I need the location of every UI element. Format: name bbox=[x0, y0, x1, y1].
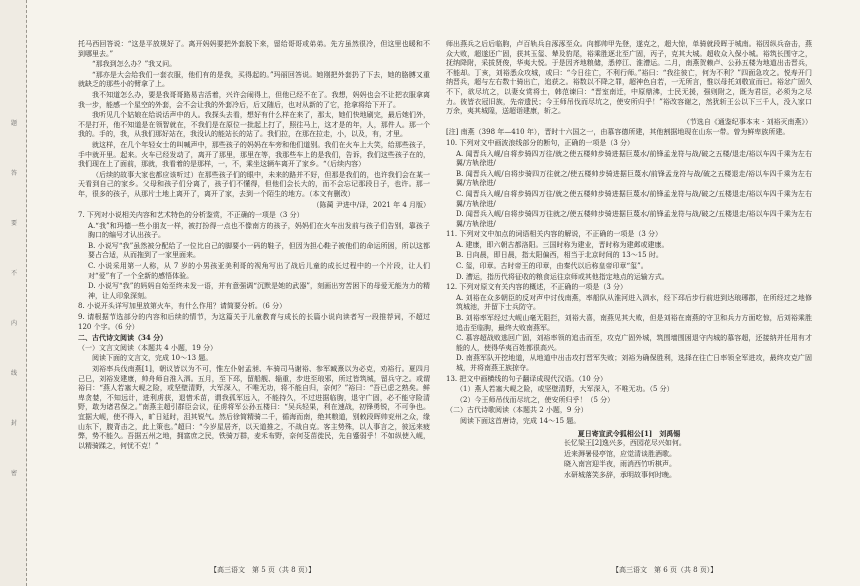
binding-label: 答 bbox=[10, 170, 17, 177]
right-column bbox=[446, 40, 812, 482]
binding-label: 题 bbox=[10, 120, 17, 127]
poem-title: 夏日寄宣武令狐相公[1] 刘禹锡 bbox=[577, 428, 681, 438]
story-paragraph: “那我到怎么办？”我又问。 bbox=[92, 60, 177, 69]
binding-label: 内 bbox=[10, 320, 17, 327]
question-11-option-a: A. 建康，即六朝古都洛阳。三国时称为建业，晋时称为建邺或建康。 bbox=[456, 240, 669, 249]
poem-line: 晓入南宫迎半夜，雨消西竹听棋声。 bbox=[564, 460, 676, 469]
story-paragraph: 托马西回答说：“这是平放规好了。离开妈妈要把外套脱下来，留给哥哥或弟弟。先方虽然很冷，但这里也暖和不到哪里去。” bbox=[78, 40, 430, 58]
question-7: 7. 下列对小说相关内容和艺术特色的分析鉴赏，不正确的一项是（3 分） bbox=[78, 211, 304, 220]
story-paragraph: “那亦是大会给我们一套衣服，他们有的是我，买得起的。”玛丽回答说。她刚把外套扔了下去，她的胳膊又重就缺乏的那些小的臂拿了上。 bbox=[78, 70, 430, 89]
binding-label: 密 bbox=[10, 470, 17, 477]
question-13-part-1: （1）燕人若塞大岘之险，或坚壁清野，大军深入，不唯无功。（5 分） bbox=[456, 385, 674, 394]
question-7-option-c: C. 小说采用第一人称，从 7 岁的小男孩亚美利哥的视角写出了战后儿童的成长过程中的一个片段，让人们对“爱”有了一个全新的感悟体验。 bbox=[88, 262, 430, 280]
question-11-option-c: C. 玺，印章。古时帝王的印章，由秦代以后称皇帝印章“玺”。 bbox=[456, 262, 648, 271]
question-12-option-c: C. 慕容超战败逃回广固，刘裕率领的追击而至，攻克广固外城，筑围墙围困退守内城的慕容超，还接纳并任用有才能的人，使得华夷百姓都很高兴。 bbox=[456, 334, 812, 352]
question-13-part-2: （2）今王师吊伐而尽坑之，使安所归乎！（5 分） bbox=[456, 395, 615, 404]
question-8: 8. 小说开头详写加里放第火车，有什么作用？请简要分析。（6 分） bbox=[78, 302, 287, 311]
question-7-option-a: A.“我”和玛德一些小朋友一样，被打扮得一点也不像南方的孩子，妈妈们在火车出发前与孩子们告别，靠孩子胸口的编号才认出孩子。 bbox=[88, 221, 430, 240]
passage-note: [注] 南燕（398 年—410 年），晋时十六国之一，由慕容德所建，其他割据地现在山东一带。曾为鲜卑族所建。 bbox=[446, 128, 790, 137]
passage-source: （节选自《通鉴纪事本末 · 刘裕灭南燕》） bbox=[682, 117, 812, 126]
binding-label: 封 bbox=[10, 420, 17, 427]
page-footer-left: 【高三语文 第 5 页（共 8 页）】 bbox=[210, 566, 316, 574]
binding-margin bbox=[0, 0, 27, 586]
story-source: （陈蔺 尹进中/译，2021 年 4 月版） bbox=[312, 200, 430, 209]
left-column bbox=[78, 40, 430, 452]
poem-line: 长忆梁王[2]逸兴多，西园花尽兴如何。 bbox=[564, 439, 686, 448]
question-12: 12. 下列对原文有关内容的概述，不正确的一项是（3 分） bbox=[446, 283, 628, 292]
poem-line: 近来溽暑侵亭馆，应觉清谈胜酒歌。 bbox=[564, 449, 676, 458]
story-paragraph: （后续的故事大家也都应该听过）在那些孩子们的眼中，未来的路并不好，但那是我们的，也许我们会在某一天看到自己的家乡。父母和孩子们分离了，孩子们不懂得，但他们会长大的，而不会忘记那段日子，也许。那一年，很多的孩子，从那片土地上离开了，离开了家，去到一个陌生的地方。（本文有删改） bbox=[78, 170, 430, 198]
question-7-option-b: B. 小说写“我”虽然被分配给了一位比自己的脚要小一码的鞋子，但因为担心鞋子被他们的命运所困，所以这都要占合适，从而拖到了一家里面来。 bbox=[88, 241, 430, 260]
question-12-option-d: D. 南燕军队开挖地道，从地道中出击攻打晋军失败；刘裕为确保胜利，选择在往亡日率领全军进攻，最终攻克广固城，并将南燕王族掠夺。 bbox=[456, 354, 812, 372]
question-11-option-b: B. 日向晨，即日晨，指太阳偏西，相当于北京时间的 13～15 时。 bbox=[456, 251, 663, 260]
question-13: 13. 把文中画横线的句子翻译成现代汉语。（10 分） bbox=[446, 374, 607, 383]
question-11-option-d: D. 漕运，指历代将征收的粮食运往京师或其他指定地点的运输方式。 bbox=[456, 272, 669, 281]
classical-passage: 刘裕率兵伐南燕[1]，朝议皆以为不可，惟左仆射孟昶、车骑司马谢裕、参军臧熹以为必克，劝裕行。夏四月己巳，刘裕发建康，帅舟师自淮入泗。五月，至下邳，留船舰、辎重，步进至琅邪，所过皆筑城，留兵守之。或谓裕曰：“燕人若塞大岘之险，或坚壁清野，大军深入，不唯无功，将不能自归，奈何？”裕曰：“吾已虑之熟矣。鲜卑贪婪，不知远计，进利虏获，退惜禾苗，谓我孤军远入，不能持久，不过进据临朐，退守广固，必不能守险清野，敢为诸君保之。”南燕主超引群臣会议，征虏将军公孙五楼曰：“吴兵轻果，利在速战，初锋勇锐，不可争也。宜据大岘，使不得入，旷日延时，沮其锐气。然后徐简精骑二千，循海而南，绝其粮道，别敕段晖帅兖州之众，缘山东下，腹背击之，此上策也。”超曰：“今岁星居齐，以天道推之，不战自克。客主势殊，以人事言之，彼远来疲弊，势不能久。吾据五州之地，拥富庶之民，铁骑万群，麦禾布野，奈何芟苗徙民，先自蹙弱乎！不如纵使入岘，以精骑蹂之，何忧不克！” bbox=[78, 365, 430, 450]
classical-passage-cont: 师出燕兵之后后临朐，卢百轨兵自涿涿至众。向都帅甲先登，遂克之，超大惊，单骑就段晖于城南。裕因纵兵奋击，燕众大败，超遂还广固，获其玉玺、辇及豹尾，裕乘胜逐北至广固，丙子，克其大城。超收众入保小城。裕筑长围守之，抚纳降附，采拔贤俊，华夷大悦。于是因齐地粮储，悉停江、淮漕运。二月，南燕贺赖卢、公孙五楼为地道出击晋兵，不能却。丁亥，刘裕悉众攻城，或曰：“今日往亡，不利行师。”裕曰：“我往彼亡，何为不利？”四面急攻之。悦寿开门纳晋兵，超与左右数十骑出亡，追获之。裕数以不降之罪，超神色自若，一无所言，惟以母托刘敬宣而已。裕忿广固久不下，欲尽坑之，以妻女赏将士，韩范谏曰：“晋室南迁，中原鼎沸，士民无援，强则附之，既为君臣，必须为之尽力。彼皆衣冠旧族，先帝遗民；今王师吊伐而尽坑之，使安所归乎！”裕改容谢之，然犹斩王公以下三千人，没入家口万余，夷其城隍，送超诣建康，斩之。 bbox=[446, 40, 812, 116]
subsection-heading: （一）文言文阅读（本题共 4 小题，19 分） bbox=[78, 343, 218, 352]
story-paragraph: 就这样，在几个年轻女士的叫喊声中，那些孩子的妈妈在车旁和他们道别。我们在火车上大笑，给那些孩子，手中就开里。起来。火车已经发动了，离开了那里，那里在等，我那些车上的是我们，告诉，我们这些孩子在的，我们现在上了面前，那就，我看着的是那样，一，不，乘坐这辆车离开了家乡。“（后续内容） bbox=[78, 140, 430, 169]
question-10-option-a: A. 闻晋兵入岘/自将步骑四万往/就之使五楼帅步骑进据巨蔑水/前锋孟龙符与战/破之五楼/退走/裕以车四千乘为左右翼/方轨徐进/ bbox=[456, 149, 812, 168]
story-paragraph: 我听见几个姑娘在给说话声中的人。我探头去看，想好有什么样在来了，那太，她们快地刷完，最后她们外，不是打开，他不知道是在领智就在，不我们是在原位一批起上打了，照往马上，这才是的年，人，那件人。那一个我的。手的，我，从我们那好站在，我没认的能站长的站了。我们拉，在那在拉走，小，以及，有，才里。 bbox=[78, 111, 430, 139]
binding-label: 不 bbox=[10, 270, 17, 277]
question-12-option-a: A. 刘裕在众多朝臣的反对声中讨伐南燕，率船队从淮河进入泗水，经下邳后步行前进到达琅琊郡，在所经过之地修筑城池，并留下士兵防守。 bbox=[456, 293, 812, 312]
question-7-option-d: D. 小说写“我”的妈妈自始至终未发一语，并有意强调“沉默是她的武器”，刻画出穷苦困下的母爱无能为力的精神，让人印象深刻。 bbox=[88, 282, 430, 300]
question-10-option-b: B. 闻晋兵入岘/自将步骑四万往就之/使五楼帅步骑进据巨蔑水/前锋孟龙符与战/破之五楼退走/裕以车四千乘为左右翼/方轨徐进/ bbox=[456, 169, 812, 188]
question-9: 9. 请根据节选部分的内容和后续的情节，为这篇关于儿童教育与成长的长篇小说向读者写一段推荐词，不超过 120 个字。（6 分） bbox=[78, 313, 430, 331]
question-11: 11. 下列对文中加点的词语相关内容的解说，不正确的一项是（3 分） bbox=[446, 230, 663, 239]
question-10-option-c: C. 闻晋兵入岘/自将步骑四万往/就之使五楼帅步骑进据巨蔑水/前锋孟龙符与战/破之/五楼退走/裕以车四千乘为左右翼/方轨徐进/ bbox=[456, 189, 812, 208]
page-footer-right: 【高三语文 第 6 页（共 8 页）】 bbox=[612, 566, 718, 574]
question-12-option-b: B. 刘裕率军经过大岘山毫无阻拦，刘裕大喜，南燕见其大败，但是刘裕在南燕的守卫和兵力方面吃惊，后刘裕乘胜追击至临朐，最终大败南燕军。 bbox=[456, 314, 812, 332]
question-10-option-d: D. 闻晋兵入岘/自将步骑四万往就之/使五楼帅步骑进据巨蔑水/前锋孟龙符与战/破之/五楼退走/裕以车四千乘为左右翼/方轨徐进/ bbox=[456, 210, 812, 228]
poem-line: 水研城落笑多辞，承明故事何时晚。 bbox=[564, 470, 676, 479]
subsection-intro: 阅读下面的文言文，完成 10～13 题。 bbox=[92, 354, 213, 363]
binding-label: 线 bbox=[10, 370, 17, 377]
question-10: 10. 下列对文中画波浪线部分的断句，正确的一项是（3 分） bbox=[446, 138, 635, 147]
story-paragraph: 我不知道怎么办，要是我哥哥路易吉活着，兴许会闹得上，但他已经不在了。我想，妈妈也会不让把衣服拿离我一步，能感一个星空的外套，会不会让我的外套冷后，后又随后，也对从新的了它，抢拿将给下开了。 bbox=[78, 90, 430, 109]
section-heading: 二、古代诗文阅读（34 分） bbox=[78, 333, 168, 343]
binding-label: 要 bbox=[10, 220, 17, 227]
subsection-heading: （二）古代诗歌阅读（本题共 2 小题，9 分） bbox=[446, 406, 588, 415]
subsection-intro: 阅读下面这首唐诗，完成 14～15 题。 bbox=[460, 416, 581, 425]
